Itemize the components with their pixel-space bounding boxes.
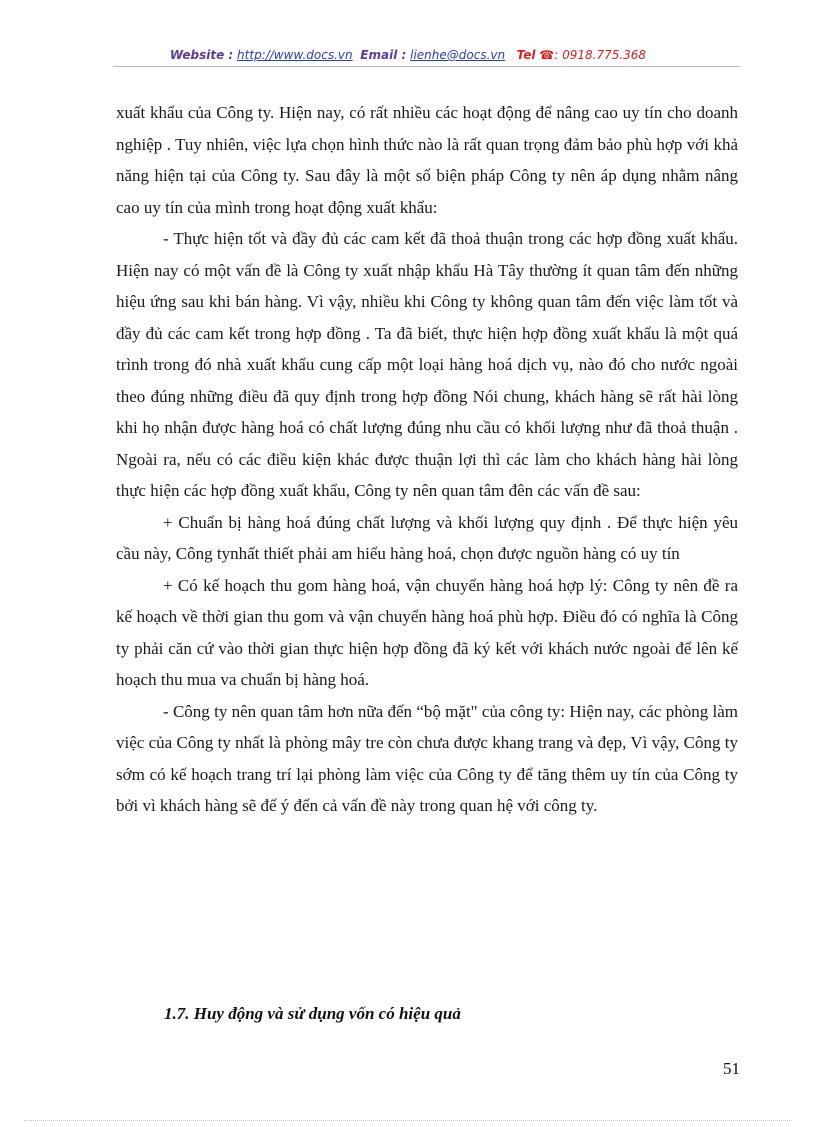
body-paragraph: - Thực hiện tốt và đầy đủ các cam kết đã thoả thuận trong các hợp đồng xuất khẩu. Hiện nay có một vấn đề là Công ty xuất nhập khẩu Hà Tây thường ít quan tâm đến những hiệu ứng sau khi bán hàng. Vì vậy, nhiều khi Công ty không quan tâm đến việc làm tốt và đầy đủ các cam kết trong hợp đồng . Ta đã biết, thực hiện hợp đồng xuất khẩu là một quá trình trong đó nhà xuất khẩu cung cấp một loại hàng hoá dịch vụ, nào đó cho nước ngoài theo đúng những điều đã quy định trong hợp đồng Nói chung, khách hàng sẽ rất hài lòng khi họ nhận được hàng hoá có chất lượng đúng nhu cầu có khối lượng như đã thoả thuận . Ngoài ra, nếu có các điều kiện khác được thuận lợi thì các làm cho khách hàng hài lòng thực hiện các hợp đồng xuất khẩu, Công ty nên quan tâm đên các vấn đề sau:	[116, 229, 738, 500]
website-label: Website :	[169, 48, 234, 62]
email-link[interactable]: lienhe@docs.vn	[410, 48, 506, 62]
document-body	[116, 97, 738, 822]
page-bottom-divider	[24, 1120, 792, 1121]
section-heading: 1.7. Huy động và sử dụng vốn có hiệu quả	[164, 1004, 461, 1023]
page-header	[0, 46, 816, 64]
tel-label: Tel	[516, 48, 536, 62]
tel-value: : 0918.775.368	[554, 48, 647, 62]
email-label: Email :	[360, 48, 407, 62]
page-number: 51	[723, 1059, 740, 1078]
body-paragraph: xuất khẩu của Công ty. Hiện nay, có rất nhiều các hoạt động để nâng cao uy tín cho doanh nghiệp . Tuy nhiên, việc lựa chọn hình thức nào là rất quan trọng đảm bảo phù hợp với khả năng hiện tại của Công ty. Sau đây là một số biện pháp Công ty nên áp dụng nhằm nâng cao uy tín của mình trong hoạt động xuất khẩu:	[116, 103, 738, 217]
header-divider	[113, 66, 740, 67]
phone-icon: ☎	[539, 48, 555, 62]
body-paragraph: + Chuẩn bị hàng hoá đúng chất lượng và khối lượng quy định . Để thực hiện yêu cầu này, Công tynhất thiết phải am hiểu hàng hoá, chọn được nguồn hàng có uy tín	[116, 512, 738, 563]
body-paragraph: - Công ty nên quan tâm hơn nữa đến “bộ mặt" của công ty: Hiện nay, các phòng làm việc của Công ty nhất là phòng mây tre còn chưa được khang trang và đẹp, Vì vậy, Công ty sớm có kế hoạch trang trí lại phòng làm việc của Công ty để tăng thêm uy tín của Công ty bởi vì khách hàng sẽ để ý đến cả vấn đề này trong quan hệ với công ty.	[116, 701, 738, 815]
body-paragraph: + Có kế hoạch thu gom hàng hoá, vận chuyển hàng hoá hợp lý: Công ty nên đề ra kế hoạch về thời gian thu gom và vận chuyển hàng hoá phù hợp. Điều đó có nghĩa là Công ty phải căn cứ vào thời gian thực hiện hợp đồng đã ký kết với khách nước ngoài để lên kế hoạch thu mua va chuẩn bị hàng hoá.	[116, 575, 738, 689]
website-link[interactable]: http://www.docs.vn	[237, 48, 353, 62]
